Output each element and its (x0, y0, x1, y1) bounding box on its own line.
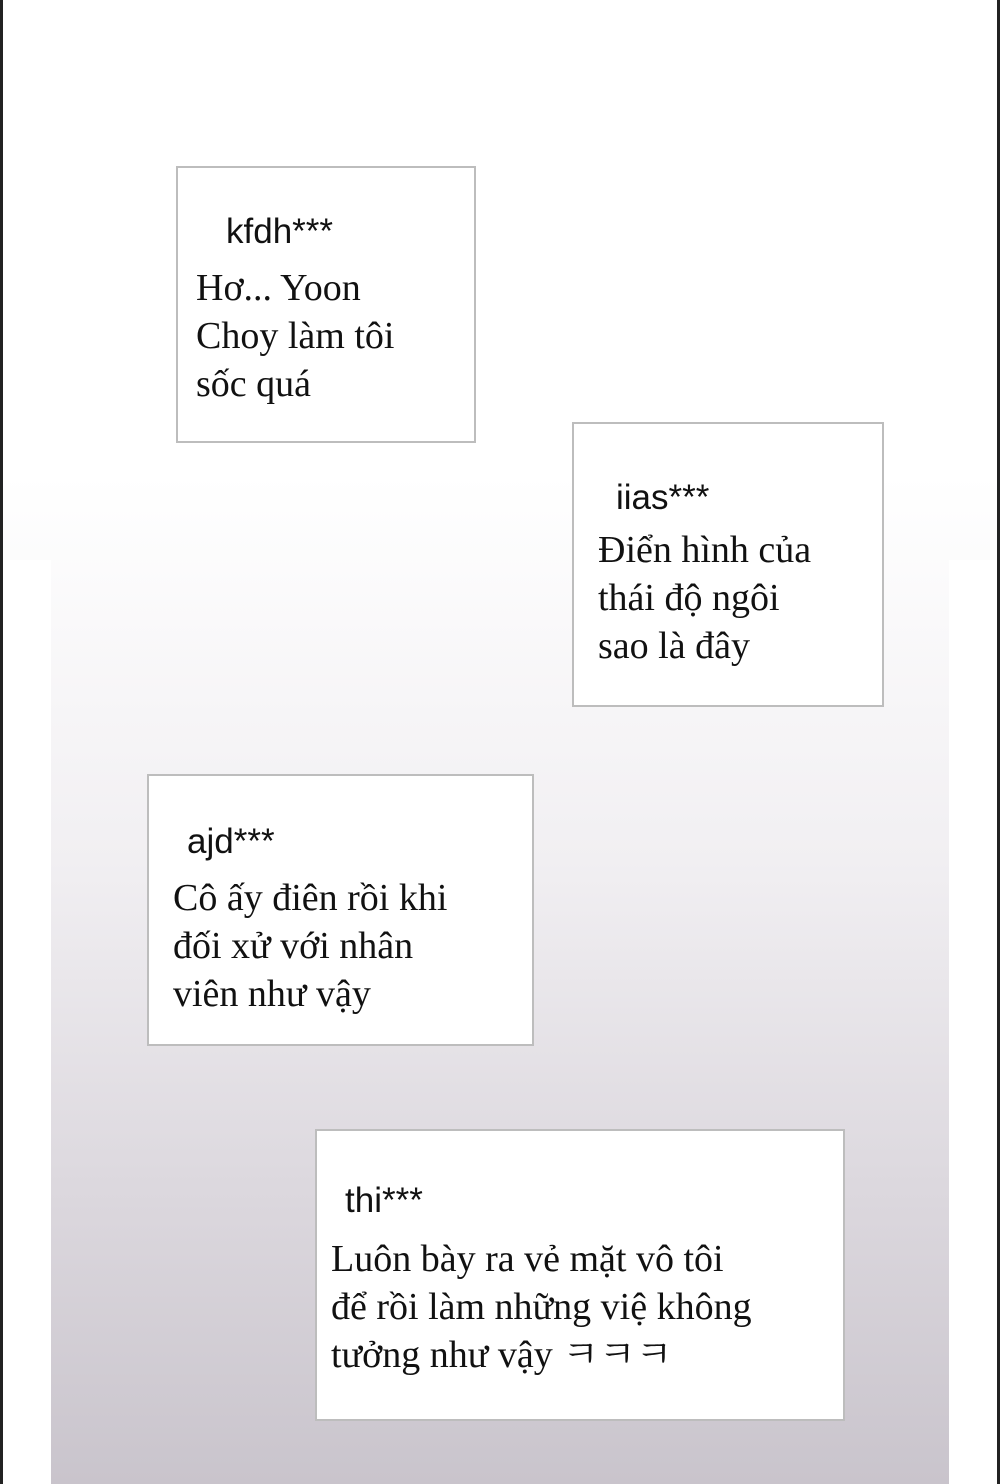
comment-line: Hơ... Yoon (196, 267, 361, 309)
comment-username: kfdh*** (226, 212, 334, 251)
comment-line: để rồi làm những việ không (331, 1286, 752, 1328)
comment-line: Điển hình của (598, 529, 812, 571)
comment-username: iias*** (616, 478, 710, 517)
comment-line: Cô ấy điên rồi khi (173, 877, 448, 919)
comment-username: thi*** (345, 1181, 423, 1220)
comment-line: sao là đây (598, 625, 750, 667)
comment-line: Choy làm tôi (196, 315, 395, 357)
comment-line: đối xử với nhân (173, 925, 414, 967)
comment-line: tưởng như vậy ㅋㅋㅋ (331, 1334, 673, 1376)
comment-line: viên như vậy (173, 973, 371, 1015)
comment-line: thái độ ngôi (598, 577, 780, 619)
comment-line: sốc quá (196, 363, 312, 405)
comment-username: ajd*** (187, 822, 275, 861)
comment-line: Luôn bày ra vẻ mặt vô tôi (331, 1238, 724, 1280)
